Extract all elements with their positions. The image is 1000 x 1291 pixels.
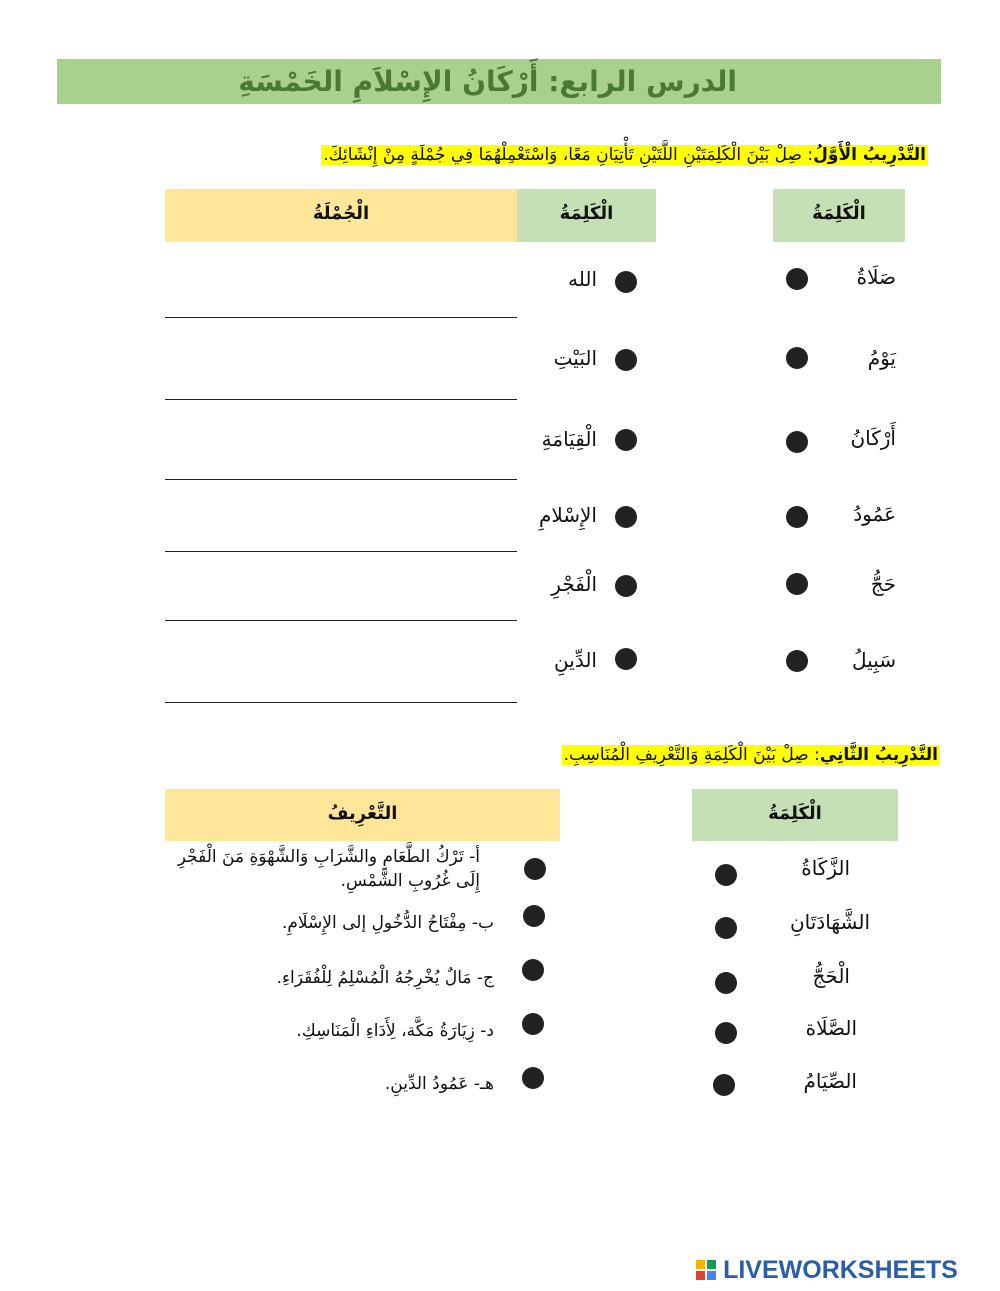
ex1-header-sentence: الْجُمْلَةُ — [165, 189, 517, 242]
ex2-word-match-dot[interactable] — [713, 1074, 735, 1096]
ex1-sentence-line[interactable] — [165, 317, 517, 318]
ex1-right-word: صَلَاةُ — [856, 265, 896, 289]
ex1-right-match-dot[interactable] — [786, 650, 808, 672]
ex2-definition: أ- تَرْكُ الطَّعَامِ والشَّرَابِ وَالشَّهْوَةِ مَنَ الْفَجْرِ إِلَى غُرُوبِ الشَّمْسِ. — [177, 847, 480, 891]
ex1-left-match-dot[interactable] — [615, 506, 637, 528]
ex1-left-word: البَيْتِ — [553, 346, 597, 370]
ex2-word: الصَّلَاة — [805, 1016, 857, 1040]
ex1-left-word: الْفَجْرِ — [551, 572, 597, 596]
ex2-word: الشَّهَادَتَانِ — [789, 910, 870, 934]
ex2-header-word: الْكَلِمَةُ — [692, 789, 898, 841]
ex2-definition-match-dot[interactable] — [524, 858, 546, 880]
ex1-left-word: الإِسْلامِ — [538, 503, 597, 527]
ex1-right-word: يَوْمُ — [867, 346, 896, 370]
ex1-right-word: سَبِيلُ — [852, 648, 896, 672]
ex2-definition-match-dot[interactable] — [522, 1013, 544, 1035]
ex1-left-match-dot[interactable] — [615, 349, 637, 371]
ex2-word-match-dot[interactable] — [715, 1022, 737, 1044]
ex1-right-word: حَجُّ — [870, 572, 896, 596]
ex2-word-match-dot[interactable] — [715, 972, 737, 994]
ex2-definition: هـ- عَمُودُ الدِّينِ. — [384, 1074, 494, 1094]
ex1-right-word: عَمُودُ — [853, 502, 896, 526]
ex2-definition: ب- مِفْتَاحُ الدُّخُولِ إلى الإِسْلَامِ. — [281, 913, 494, 933]
exercise1-instruction — [321, 141, 928, 169]
ex1-right-word: أَرْكَانُ — [850, 426, 896, 450]
ex1-left-match-dot[interactable] — [615, 648, 637, 670]
ex1-sentence-line[interactable] — [165, 702, 517, 703]
ex1-left-word: الله — [568, 267, 597, 291]
ex1-right-match-dot[interactable] — [786, 431, 808, 453]
exercise1-text: : صِلْ بَيْنَ الْكَلِمَتَيْنِ اللَّتَيْنِ تَأْتِيَانِ مَعًا، وَاسْتَعْمِلْهُمَا فِي جُمْلَةٍ مِنْ إِنْشَائِكَ. — [323, 145, 814, 165]
ex1-left-word: الدِّينِ — [554, 648, 597, 672]
exercise2-text: : صِلْ بَيْنَ الْكَلِمَةِ وَالتَّعْرِيفِ الْمُنَاسِبِ. — [563, 745, 820, 765]
page-title: الدرس الرابع: أَرْكَانُ الإِسْلاَمِ الخَمْسَةِ — [238, 65, 737, 98]
liveworksheets-logo-icon — [696, 1260, 718, 1282]
ex2-definition: ج- مَالٌ يُخْرِجُهُ الْمُسْلِمُ لِلْفُقَرَاءِ. — [276, 968, 494, 988]
ex2-word: الْحَجُّ — [812, 964, 850, 988]
ex1-right-match-dot[interactable] — [786, 506, 808, 528]
ex2-word-match-dot[interactable] — [715, 864, 737, 886]
ex1-right-match-dot[interactable] — [786, 347, 808, 369]
ex1-sentence-line[interactable] — [165, 399, 517, 400]
ex1-sentence-line[interactable] — [165, 551, 517, 552]
ex1-left-match-dot[interactable] — [615, 271, 637, 293]
ex1-header-word-right: الْكَلِمَةُ — [773, 189, 905, 242]
exercise2-instruction — [562, 741, 940, 769]
ex1-right-match-dot[interactable] — [786, 268, 808, 290]
ex1-sentence-line[interactable] — [165, 620, 517, 621]
ex1-left-match-dot[interactable] — [615, 429, 637, 451]
ex1-sentence-line[interactable] — [165, 479, 517, 480]
ex2-word: الصِّيَامُ — [803, 1069, 857, 1093]
ex2-definition: د- زِيَارَةُ مَكَّة، لِأَدَاءِ الْمَنَاسِكِ. — [296, 1021, 494, 1041]
ex2-definition-match-dot[interactable] — [522, 959, 544, 981]
ex2-header-definition: التَّعْرِيفُ — [165, 789, 560, 841]
exercise1-label: التَّدْرِيبُ الْأَوَّلُ — [813, 145, 926, 165]
liveworksheets-logo — [696, 1256, 996, 1286]
ex2-definition-match-dot[interactable] — [523, 905, 545, 927]
ex1-left-word: الْقِيَامَةِ — [541, 427, 597, 451]
liveworksheets-logo-text: LIVEWORKSHEETS — [723, 1256, 958, 1284]
exercise2-label: التَّدْرِيبُ الثَّانِي — [819, 745, 938, 765]
ex1-right-match-dot[interactable] — [786, 573, 808, 595]
ex1-header-word-left: الْكَلِمَةُ — [517, 189, 656, 242]
ex2-word-match-dot[interactable] — [715, 917, 737, 939]
ex2-definition-match-dot[interactable] — [522, 1067, 544, 1089]
ex2-word: الزَّكَاةُ — [801, 856, 850, 880]
ex1-left-match-dot[interactable] — [615, 575, 637, 597]
